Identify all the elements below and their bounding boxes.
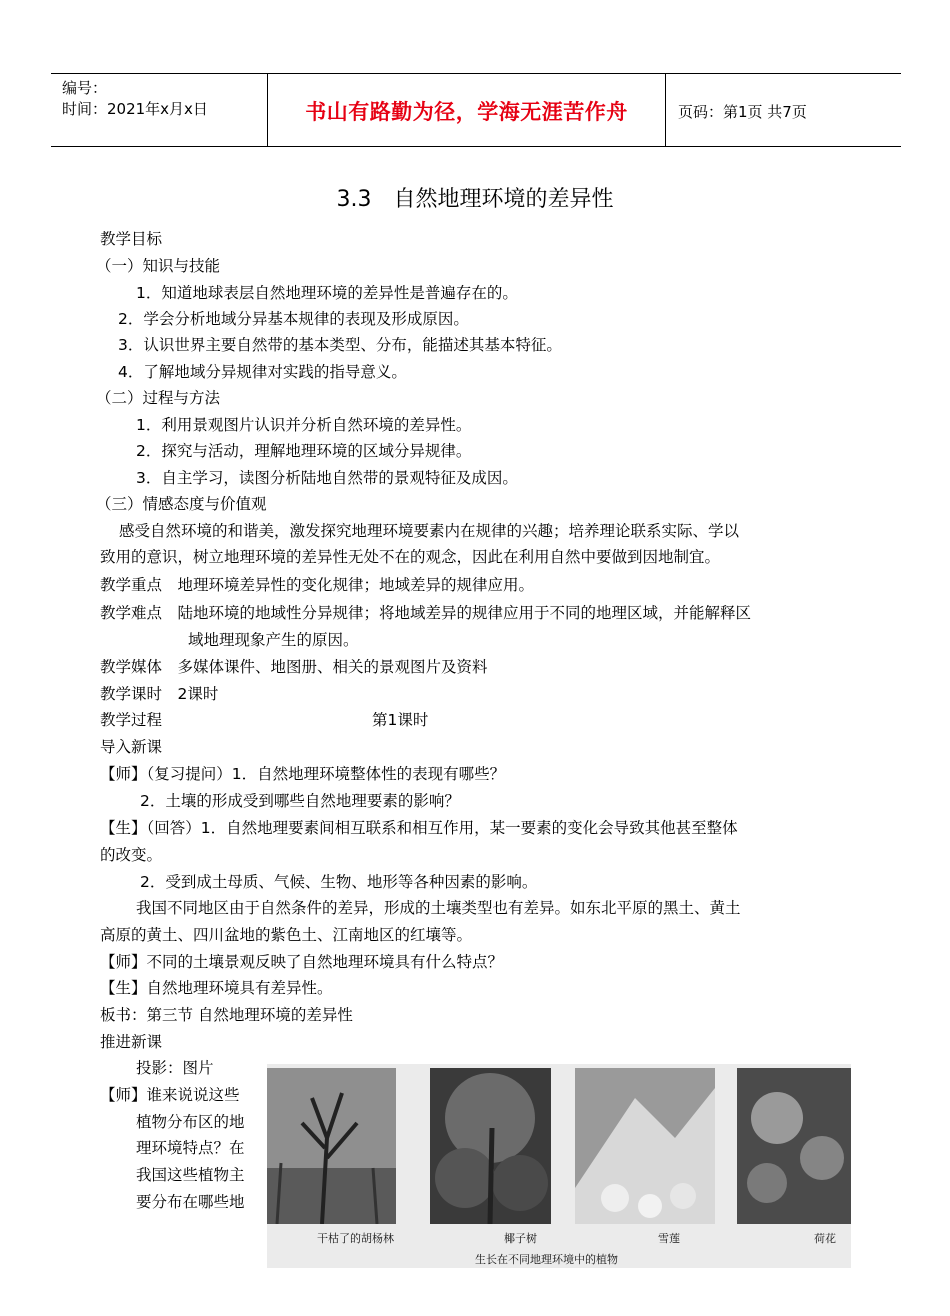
figure-caption: 干枯了的胡杨林 — [317, 1232, 394, 1245]
text-line: 2．受到成土母质、气候、生物、地形等各种因素的影响。 — [140, 873, 538, 891]
text-line: 教学过程 — [100, 711, 163, 729]
page-header — [51, 73, 901, 147]
plant-landscape-figure — [267, 1064, 851, 1268]
snow-lotus-photo — [575, 1068, 715, 1224]
text-line: 高原的黄土、四川盆地的紫色土、江南地区的红壤等。 — [100, 926, 473, 944]
text-line: 3．自主学习，读图分析陆地自然带的景观特征及成因。 — [136, 469, 518, 487]
number-label: 编号： — [62, 79, 108, 97]
text-line: 2．探究与活动，理解地理环境的区域分异规律。 — [136, 442, 472, 460]
text-line: 教学课时 2课时 — [100, 685, 219, 703]
text-line: 要分布在哪些地 — [136, 1193, 245, 1211]
header-info-cell — [51, 74, 268, 146]
text-line: 我国不同地区由于自然条件的差异，形成的土壤类型也有差异。如东北平原的黑土、黄土 — [136, 899, 741, 917]
header-page-cell — [666, 74, 901, 146]
figure-title: 生长在不同地理环境中的植物 — [475, 1253, 618, 1266]
text-line: 3．认识世界主要自然带的基本类型、分布，能描述其基本特征。 — [118, 336, 562, 354]
populus-forest-photo — [267, 1068, 396, 1224]
figure-caption: 椰子树 — [504, 1232, 537, 1245]
text-line: 【生】（回答）1．自然地理要素间相互联系和相互作用，某一要素的变化会导致其他甚至整体 — [100, 819, 738, 837]
text-line: （三）情感态度与价值观 — [96, 495, 267, 513]
text-line: 推进新课 — [100, 1033, 163, 1051]
motto: 书山有路勤为径，学海无涯苦作舟 — [305, 100, 628, 124]
text-line: 致用的意识，树立地理环境的差异性无处不在的观念，因此在利用自然中要做到因地制宜。 — [100, 548, 721, 566]
text-line: 导入新课 — [100, 738, 163, 756]
text-line: 【师】不同的土壤景观反映了自然地理环境具有什么特点？ — [100, 953, 504, 971]
text-line: 1．利用景观图片认识并分析自然环境的差异性。 — [136, 416, 472, 434]
text-line: 【师】（复习提问）1．自然地理环境整体性的表现有哪些？ — [100, 765, 506, 783]
lotus-photo — [737, 1068, 851, 1224]
time-label: 时间：2021年x月x日 — [62, 100, 208, 118]
page-info: 页码：第1页 共7页 — [678, 103, 807, 121]
figure-caption: 荷花 — [814, 1232, 836, 1245]
header-motto-cell — [268, 74, 666, 146]
text-line: 4．了解地域分异规律对实践的指导意义。 — [118, 363, 407, 381]
figure-caption: 雪莲 — [658, 1232, 680, 1245]
text-line: （二）过程与方法 — [96, 389, 221, 407]
text-line: 教学目标 — [100, 230, 163, 248]
text-line: 【生】自然地理环境具有差异性。 — [100, 979, 333, 997]
text-line: 1．知道地球表层自然地理环境的差异性是普遍存在的。 — [136, 284, 518, 302]
document-title: 3.3 自然地理环境的差异性 — [336, 187, 614, 212]
text-line: 2．学会分析地域分异基本规律的表现及形成原因。 — [118, 310, 469, 328]
lesson-number: 第1课时 — [372, 711, 429, 729]
text-line: 理环境特点？在 — [136, 1139, 245, 1157]
text-line: （一）知识与技能 — [96, 257, 221, 275]
text-line: 板书：第三节 自然地理环境的差异性 — [100, 1006, 353, 1024]
text-line: 2．土壤的形成受到哪些自然地理要素的影响？ — [140, 792, 460, 810]
text-line: 投影：图片 — [136, 1059, 214, 1077]
text-line: 感受自然环境的和谐美，激发探究地理环境要素内在规律的兴趣；培养理论联系实际、学以 — [119, 522, 740, 540]
text-line: 教学重点 地理环境差异性的变化规律；地域差异的规律应用。 — [100, 576, 535, 594]
text-line: 植物分布区的地 — [136, 1113, 245, 1131]
text-line: 【师】谁来说说这些 — [100, 1086, 240, 1104]
text-line: 我国这些植物主 — [136, 1166, 245, 1184]
text-line: 教学难点 陆地环境的地域性分异规律；将地域差异的规律应用于不同的地理区域，并能解释区 — [100, 604, 752, 622]
text-line: 的改变。 — [100, 846, 163, 864]
text-line: 教学媒体 多媒体课件、地图册、相关的景观图片及资料 — [100, 658, 488, 676]
text-line: 域地理现象产生的原因。 — [188, 631, 359, 649]
coconut-tree-photo — [430, 1068, 551, 1224]
